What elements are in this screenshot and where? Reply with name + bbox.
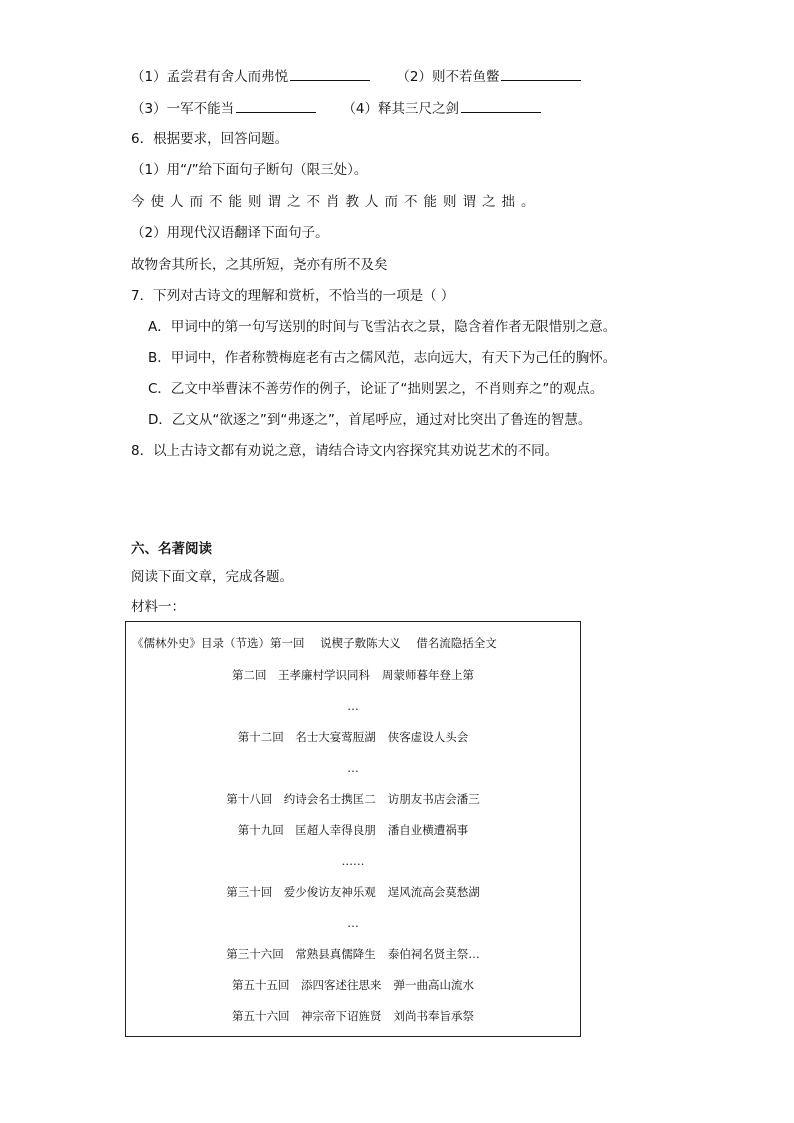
q5-item-4: （4）释其三尺之剑: [342, 101, 459, 117]
toc-row: [126, 667, 580, 683]
material-label: 材料一：: [131, 599, 185, 615]
answer-blank[interactable]: [290, 66, 370, 81]
toc-row: [126, 884, 580, 900]
toc-title-b: 刘尚书奉旨承祭: [393, 1009, 474, 1023]
toc-header: 《儒林外史》目录（节选）第一回: [132, 636, 305, 650]
toc-row-1: [132, 635, 497, 651]
toc-title-a: 第十八回 约诗会名士携匡二: [226, 792, 376, 806]
toc-title-a: 第五十五回 添四客述往思来: [232, 978, 382, 992]
toc-ellipsis: ……: [341, 854, 365, 868]
section-heading: 六、名著阅读: [131, 541, 212, 557]
toc-title-b: 弹一曲高山流水: [393, 978, 474, 992]
toc-ellipsis: …: [347, 699, 359, 713]
q5-row-1: [131, 66, 581, 86]
toc-row: [126, 977, 580, 993]
toc-title-a: 第十二回 名士大宴莺脰湖: [237, 730, 376, 744]
toc-title-a: 说楔子敷陈大义: [320, 636, 401, 650]
q5-row-2: [131, 98, 541, 118]
toc-box: [125, 621, 581, 1037]
q5-item-1: （1）孟尝君有舍人而弗悦: [131, 69, 289, 85]
q6-sub2: （2）用现代汉语翻译下面句子。: [131, 225, 329, 241]
q6-title: 6．根据要求，回答问题。: [131, 131, 289, 147]
toc-title-b: 借名流隐括全文: [416, 636, 497, 650]
answer-blank[interactable]: [501, 66, 581, 81]
q7-option-a[interactable]: A．甲词中的第一句写送别的时间与飞雪沾衣之景，隐含着作者无限惜别之意。: [148, 319, 617, 335]
toc-title-a: 第五十六回 神宗帝下诏旌贤: [232, 1009, 382, 1023]
toc-title-b: 逞风流高会莫愁湖: [387, 885, 480, 899]
toc-title-a: 第三十六回 常熟县真儒降生: [226, 947, 376, 961]
q7-option-b[interactable]: B．甲词中，作者称赞梅庭老有古之儒风范，志向远大，有天下为己任的胸怀。: [148, 350, 617, 366]
q5-item-2: （2）则不若鱼鳖: [396, 69, 500, 85]
toc-row: [126, 946, 580, 962]
q6-translate: 故物舍其所长，之其所短，尧亦有所不及矣: [131, 257, 388, 273]
answer-blank[interactable]: [461, 98, 541, 113]
toc-title-b: 潘自业横遭祸事: [387, 823, 469, 837]
toc-ellipsis: …: [347, 916, 359, 930]
toc-title-b: 周蒙师暮年登上第: [382, 668, 474, 682]
answer-blank[interactable]: [236, 98, 316, 113]
toc-title-b: 访朋友书店会潘三: [387, 792, 480, 806]
toc-ellipsis: …: [347, 761, 359, 775]
q7-option-d[interactable]: D．乙文从“欲逐之”到“弗逐之”，首尾呼应，通过对比突出了鲁连的智慧。: [148, 412, 592, 428]
q5-item-3: （3）一军不能当: [131, 101, 235, 117]
toc-row: [126, 791, 580, 807]
toc-title-a: 第十九回 匡超人幸得良朋: [237, 823, 376, 837]
toc-row: [126, 1008, 580, 1024]
toc-row: [126, 729, 580, 745]
toc-title-a: 第三十回 爱少俊访友神乐观: [226, 885, 376, 899]
q6-sub1: （1）用“/”给下面句子断句（限三处）。: [131, 162, 368, 178]
toc-title-a: 第二回 王孝廉村学识同科: [232, 668, 370, 682]
q7-title: 7．下列对古诗文的理解和赏析，不恰当的一项是（ ）: [131, 288, 455, 304]
toc-row: [126, 822, 580, 838]
q7-option-c[interactable]: C．乙文中举曹沫不善劳作的例子，论证了“拙则罢之，不肖则弃之”的观点。: [148, 381, 604, 397]
toc-title-b: 泰伯祠名贤主祭…: [387, 947, 480, 961]
q8-title: 8．以上古诗文都有劝说之意，请结合诗文内容探究其劝说艺术的不同。: [131, 443, 559, 459]
q6-sentence: 今使人而不能则谓之不肖教人而不能则谓之拙。: [131, 194, 541, 210]
toc-title-b: 侠客虚设人头会: [387, 730, 469, 744]
section-intro: 阅读下面文章，完成各题。: [131, 569, 293, 585]
